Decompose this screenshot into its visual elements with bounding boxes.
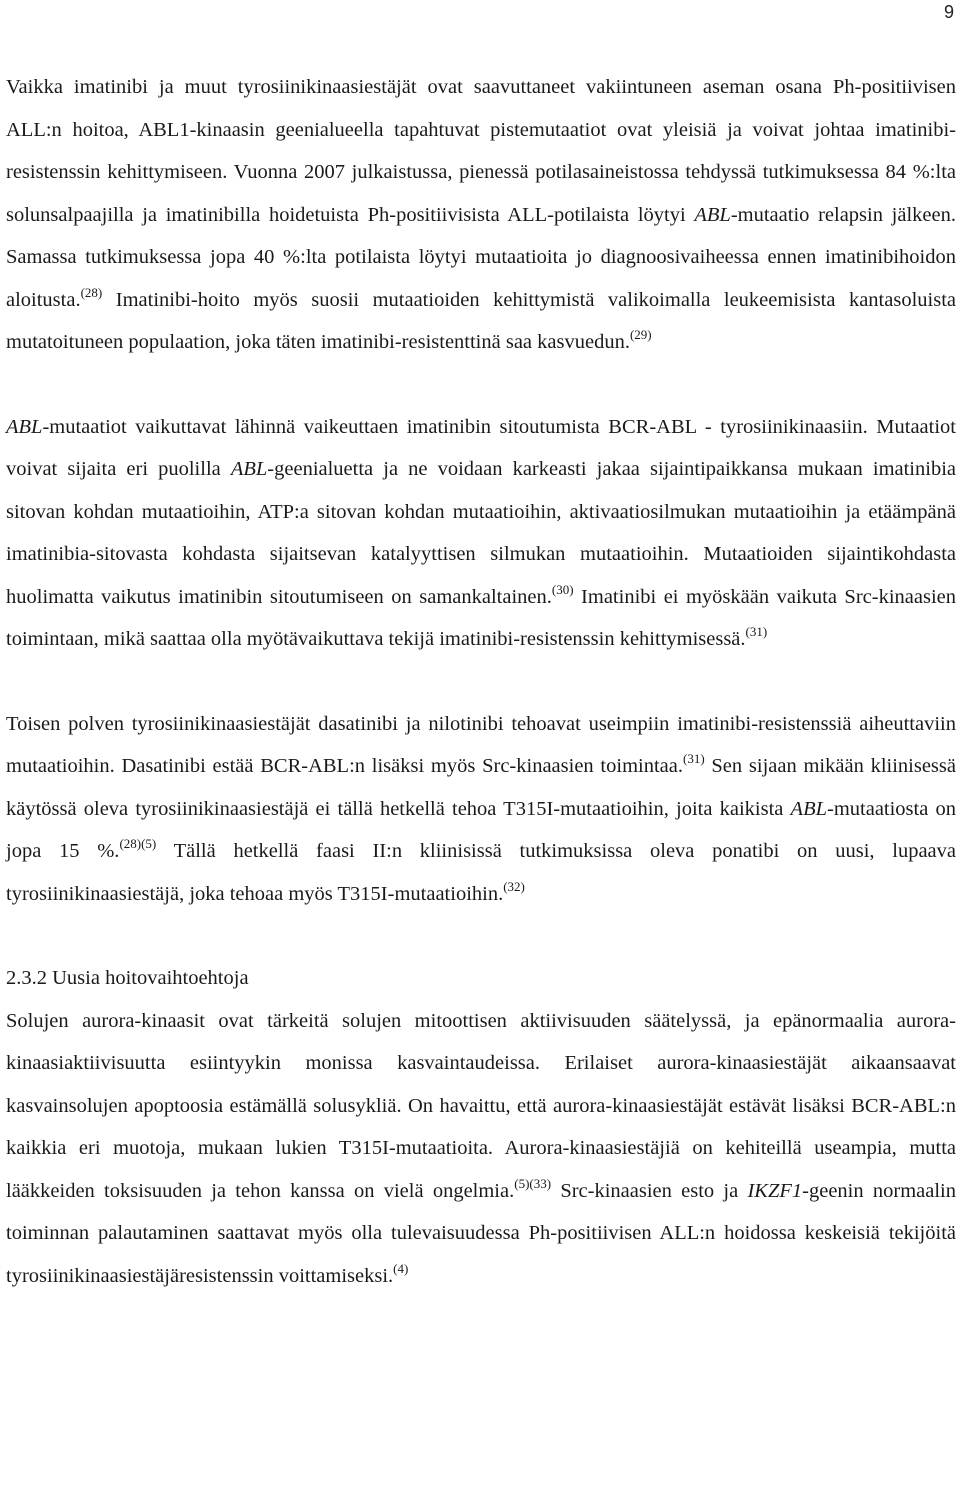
text-span: Toisen polven tyrosiinikinaasiestäjät dasatinibi ja nilotinibi tehoavat useimpiin imatinibi-resistenssiä aiheuttaviin mutaatioihin. Dasatinibi estää BCR-ABL:n lisäksi myös Src-kinaasien toimintaa. [6, 712, 956, 777]
text-span: Imatinibi-hoito myös suosii mutaatioiden kehittymistä valikoimalla leukeemisista kantasoluista mutatoituneen populaation, joka täten imatinibi-resistenttinä saa kasvuedun. [6, 288, 956, 353]
citation: (28)(5) [119, 836, 157, 851]
paragraph-4 [6, 1000, 956, 1298]
citation: (4) [393, 1260, 409, 1276]
text-span: -mutaatiosta on jopa 15 %. [6, 797, 956, 862]
citation: (29) [629, 327, 652, 342]
document-body [6, 66, 956, 1297]
paragraph-gap [6, 364, 956, 406]
citation: (31) [745, 624, 768, 639]
text-span: Src-kinaasien esto ja [551, 1179, 748, 1202]
section-heading: 2.3.2 Uusia hoitovaihtoehtoja [6, 967, 249, 989]
text-span: Tällä hetkellä faasi II:n kliinisissä tutkimuksissa oleva ponatibi on uusi, lupaava tyrosiinikinaasiestäjä, joka tehoaa myös T315I-mutaatioihin. [6, 840, 956, 905]
gene-name: ABL [790, 797, 827, 820]
paragraph-2 [6, 406, 956, 661]
gene-name: ABL [6, 415, 43, 438]
gene-name: ABL [230, 458, 268, 480]
text-span: -mutaatio relapsin jälkeen. Samassa tutkimuksessa jopa 40 %:lta potilaista löytyi mutaatioita jo diagnoosivaiheessa ennen imatinibihoidon aloitusta. [6, 203, 956, 311]
text-span: Vaikka imatinibi ja muut tyrosiinikinaasiestäjät ovat saavuttaneet vakiintuneen aseman osana Ph-positiivisen ALL:n hoitoa, ABL1-kinaasin geenialueella tapahtuvat pistemutaatiot ovat yleisiä ja voivat johtaa imatinibi-resistenssin kehittymiseen. Vuonna 2007 julkaistussa, pienessä potilasaineistossa tehdyssä tutkimuksessa 84 %:lta solunsalpaajilla ja imatinibilla hoidetuista Ph-positiivisista ALL-potilaista löytyi [6, 76, 956, 226]
text-span: -geenialuetta ja ne voidaan karkeasti jakaa sijaintipaikkansa mukaan imatinibia sitovan kohdan mutaatioihin, ATP:a sitovan kohdan mutaatioihin, aktivaatiosilmukan mutaatioihin ja etäämpänä imatinibia-sitovasta kohdasta sijaitsevan katalyyttisen silmukan mutaatioihin. Mutaatioiden sijaintikohdasta huolimatta vaikutus imatinibin sitoutumiseen on samankaltainen. [6, 458, 956, 608]
page-number: 9 [943, 2, 954, 22]
text-span: -mutaatiot vaikuttavat lähinnä vaikeuttaen imatinibin sitoutumista BCR-ABL - tyrosiinikinaasiin. Mutaatiot voivat sijaita eri puolilla [6, 415, 956, 480]
text-span: Sen sijaan mikään kliinisessä käytössä oleva tyrosiinikinaasiestäjä ei tällä hetkellä tehoa T315I-mutaatioihin, joita kaikista [6, 755, 956, 820]
gene-name: ABL [694, 203, 731, 226]
text-span: Solujen aurora-kinaasit ovat tärkeitä solujen mitoottisen aktiivisuuden säätelyssä, ja epänormaalia aurora-kinaasiaktiivisuutta esiintyykin monissa kasvaintaudeissa. Erilaiset aurora-kinaasiestäjät aikaansaavat kasvainsolujen apoptoosia estämällä solusykliä. On havaittu, että aurora-kinaasiestäjät estävät lisäksi BCR-ABL:n kaikkia eri muotoja, mukaan lukien T315I-mutaatioita. Aurora-kinaasiestäjiä on kehiteillä useampia, mutta lääkkeiden toksisuuden ja tehon kanssa on vielä ongelmia. [6, 1009, 956, 1202]
gene-name: IKZF1 [747, 1179, 803, 1202]
citation: (30) [551, 581, 574, 597]
paragraph-1 [6, 66, 956, 364]
paragraph-3 [6, 703, 956, 916]
paragraph-gap [6, 915, 956, 957]
citation: (32) [503, 878, 525, 894]
citation: (5)(33) [514, 1175, 552, 1191]
paragraph-gap [6, 661, 956, 703]
citation: (28) [80, 284, 103, 300]
text-span: Imatinibi ei myöskään vaikuta Src-kinaasien toimintaan, mikä saattaa olla myötävaikuttava tekijä imatinibi-resistenssin kehittymisessä. [6, 585, 956, 650]
citation: (31) [682, 751, 705, 766]
text-span: -geenin normaalin toiminnan palautaminen saattavat myös olla tulevaisuudessa Ph-positiivisen ALL:n hoidossa keskeisiä tekijöitä tyrosiinikinaasiestäjäresistenssin voittamiseksi. [6, 1179, 956, 1287]
